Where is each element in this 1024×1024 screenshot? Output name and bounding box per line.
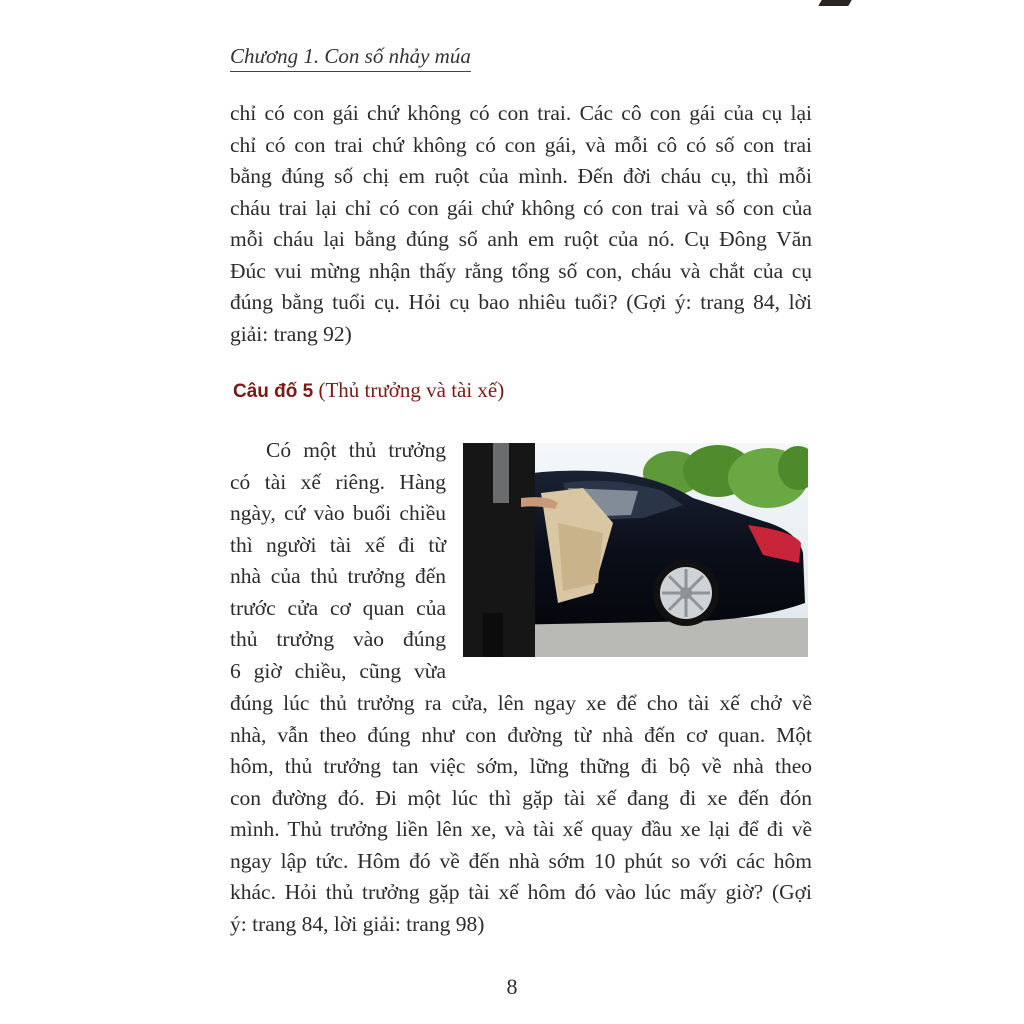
car-photo [463, 443, 808, 657]
text-line: nhà của thủ trưởng đến [230, 564, 446, 588]
text-line: mỗi cháu lại bằng đúng số anh em ruột của nó. Cụ Đông Văn [230, 227, 812, 251]
page-number: 8 [506, 974, 518, 999]
text-line: cháu trai lại chỉ có con gái chứ không có con trai và số con của [230, 195, 812, 220]
paragraph-2 [230, 688, 812, 940]
text-line: mình. Thủ trưởng liền lên xe, và tài xế quay đầu xe lại để đi về [230, 817, 812, 841]
wrapped-paragraph [230, 435, 446, 687]
text-line: thủ trưởng vào đúng [230, 627, 446, 651]
text-line: bằng đúng số chị em ruột của mình. Đến đời cháu cụ, thì mỗi [230, 164, 812, 188]
text-line: chỉ có con trai chứ không có con gái, và mỗi cô có số con trai [230, 132, 812, 157]
text-line: trước cửa cơ quan của [230, 595, 446, 620]
text-line: đúng lúc thủ trưởng ra cửa, lên ngay xe để cho tài xế chở về [230, 691, 812, 715]
text-line: ngày, cứ vào buổi chiều [230, 501, 446, 525]
text-line: con đường đó. Đi một lúc thì gặp tài xế đang đi xe đến đón [230, 785, 812, 810]
text-line: đúng bằng tuổi cụ. Hỏi cụ bao nhiêu tuổi? (Gợi ý: trang 84, lời [230, 290, 812, 314]
running-head: Chương 1. Con số nhảy múa [230, 44, 471, 72]
text-line: nhà, vẫn theo đúng như con đường từ nhà đến cơ quan. Một [230, 722, 812, 747]
text-line: Có một thủ trưởng [266, 438, 446, 462]
paragraph-1 [230, 98, 812, 350]
page-corner-shadow [818, 0, 851, 6]
puzzle-heading [233, 378, 504, 403]
puzzle-number: Câu đố 5 [233, 381, 314, 402]
text-line: khác. Hỏi thủ trưởng gặp tài xế hôm đó vào lúc mấy giờ? (Gợi [230, 880, 812, 904]
text-line: thì người tài xế đi từ [230, 532, 446, 557]
car-illustration-icon [463, 443, 808, 657]
text-line: Đúc vui mừng nhận thấy rằng tổng số con, cháu và chắt của cụ [230, 258, 812, 283]
text-line: hôm, thủ trưởng tan việc sớm, lững thững đi bộ về nhà theo [230, 754, 812, 778]
puzzle-subtitle: (Thủ trưởng và tài xế) [318, 378, 505, 402]
text-line: 6 giờ chiều, cũng vừa [230, 658, 446, 683]
text-line: chỉ có con gái chứ không có con trai. Các cô con gái của cụ lại [230, 101, 812, 125]
text-line: ý: trang 84, lời giải: trang 98) [230, 911, 485, 936]
text-line: ngay lập tức. Hôm đó về đến nhà sớm 10 phút so với các hôm [230, 848, 812, 873]
text-line: có tài xế riêng. Hàng [230, 469, 446, 494]
text-line: giải: trang 92) [230, 321, 352, 346]
